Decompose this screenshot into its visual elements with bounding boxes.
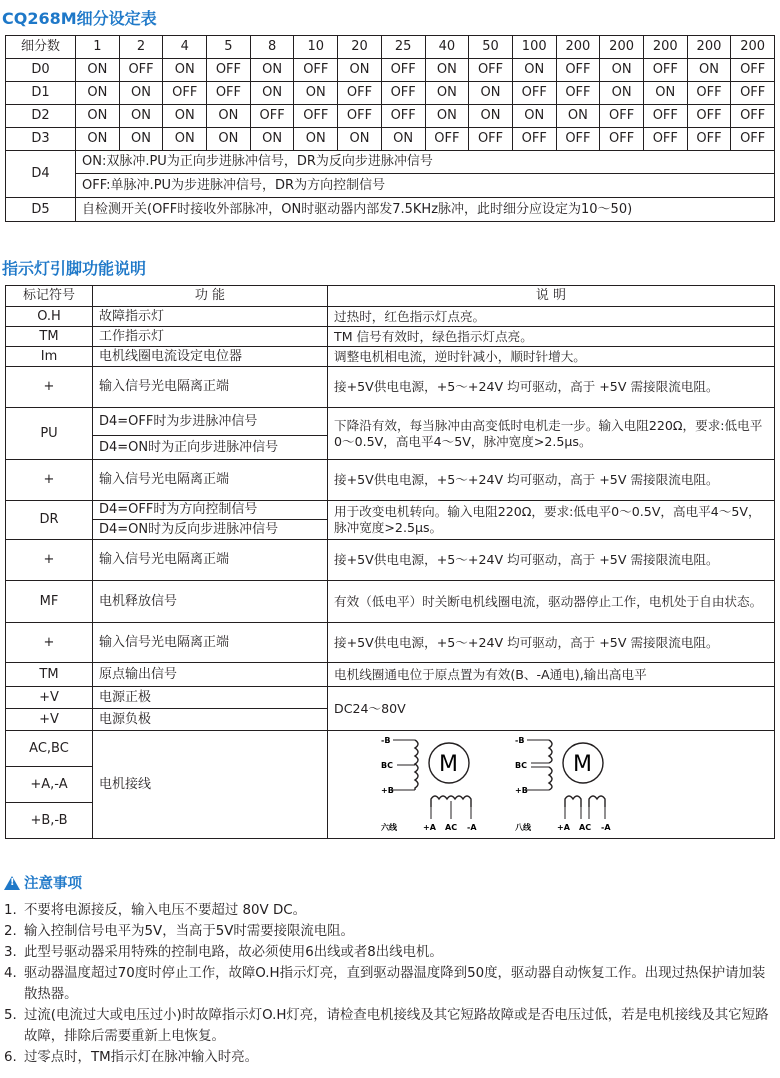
- list-item: [4, 900, 776, 921]
- switch-cell: ON: [76, 82, 120, 105]
- note-text: 输入控制信号电平为5V，当高于5V时需要接限流电阻。: [24, 924, 354, 939]
- row-symbol: DR: [6, 501, 93, 540]
- section-title-pins: 指示灯引脚功能说明: [2, 259, 147, 278]
- table-row: [6, 198, 775, 222]
- switch-cell: OFF: [556, 82, 600, 105]
- switch-cell: OFF: [512, 128, 556, 151]
- switch-cell: OFF: [294, 105, 338, 128]
- row-function: 输入信号光电隔离正端: [93, 540, 328, 581]
- switch-cell: ON: [338, 59, 382, 82]
- row-symbol: MF: [6, 581, 93, 623]
- note-number: 2.: [4, 924, 17, 939]
- table-row: [6, 460, 775, 501]
- table-row: [6, 347, 775, 367]
- row-description: 接+5V供电电源，+5～+24V 均可驱动，高于 +5V 需接限流电阻。: [328, 540, 775, 581]
- switch-cell: OFF: [643, 59, 687, 82]
- header-subdivision-value: 50: [469, 36, 513, 59]
- a-minus-label: -A: [467, 822, 477, 832]
- switch-cell: OFF: [469, 128, 513, 151]
- switch-cell: ON: [381, 128, 425, 151]
- switch-cell: ON: [76, 128, 120, 151]
- switch-cell: ON: [76, 59, 120, 82]
- header-subdivision-value: 10: [294, 36, 338, 59]
- header-subdivision-value: 5: [207, 36, 251, 59]
- switch-cell: ON: [425, 59, 469, 82]
- note-number: 6.: [4, 1050, 17, 1065]
- six-wire-diagram: [381, 736, 477, 832]
- switch-cell: ON: [294, 128, 338, 151]
- row-function: 电源负极: [93, 709, 328, 731]
- ac-label: AC: [579, 822, 592, 832]
- eight-wire-caption: 八线: [515, 822, 531, 832]
- switch-cell: OFF: [600, 105, 644, 128]
- switch-cell: ON: [643, 82, 687, 105]
- switch-cell: ON: [163, 105, 207, 128]
- table-row: [6, 307, 775, 327]
- switch-cell: OFF: [381, 82, 425, 105]
- switch-cell: OFF: [294, 59, 338, 82]
- row-symbol: +: [6, 623, 93, 663]
- row-symbol: +: [6, 367, 93, 408]
- row-symbol: PU: [6, 408, 93, 460]
- row-label: D5: [6, 198, 76, 222]
- switch-cell: OFF: [556, 59, 600, 82]
- note-number: 1.: [4, 903, 17, 918]
- switch-cell: OFF: [119, 59, 163, 82]
- switch-cell: ON: [163, 128, 207, 151]
- header-subdivision-value: 1: [76, 36, 120, 59]
- switch-cell: ON: [163, 59, 207, 82]
- row-function: D4=ON时为正向步进脉冲信号: [93, 436, 328, 460]
- row-label: D3: [6, 128, 76, 151]
- row-function: D4=OFF时为方向控制信号: [93, 501, 328, 520]
- switch-cell: OFF: [338, 105, 382, 128]
- row-symbol: O.H: [6, 307, 93, 327]
- switch-cell: OFF: [600, 128, 644, 151]
- pin-function-table: [5, 285, 775, 839]
- row-function: D4=ON时为反向步进脉冲信号: [93, 520, 328, 540]
- header-description: 说 明: [328, 286, 775, 307]
- row-description: 过热时，红色指示灯点亮。: [328, 307, 775, 327]
- row-symbol: TM: [6, 663, 93, 687]
- power-description: DC24～80V: [328, 687, 775, 731]
- switch-cell: ON: [294, 82, 338, 105]
- list-item: [4, 1047, 776, 1068]
- row-symbol: +A,-A: [6, 767, 93, 803]
- switch-cell: ON: [687, 59, 731, 82]
- header-subdivision-value: 40: [425, 36, 469, 59]
- eight-wire-diagram: [515, 736, 611, 832]
- header-subdivision-value: 2: [119, 36, 163, 59]
- bc-label: BC: [515, 760, 527, 770]
- header-subdivision-value: 200: [731, 36, 775, 59]
- wiring-svg: [381, 733, 721, 837]
- switch-cell: ON: [119, 128, 163, 151]
- table-row: [6, 105, 775, 128]
- switch-cell: OFF: [556, 128, 600, 151]
- switch-cell: ON: [207, 105, 251, 128]
- table-row: [6, 151, 775, 174]
- switch-cell: OFF: [731, 105, 775, 128]
- switch-cell: OFF: [687, 82, 731, 105]
- row-label: D2: [6, 105, 76, 128]
- a-plus-label: +A: [423, 822, 436, 832]
- switch-cell: OFF: [381, 59, 425, 82]
- switch-cell: OFF: [512, 82, 556, 105]
- note-text: 此型号驱动器采用特殊的控制电路，故必须使用6出线或者8出线电机。: [24, 945, 443, 960]
- switch-cell: ON: [600, 59, 644, 82]
- row-function: 电机接线: [93, 731, 328, 839]
- row-symbol: AC,BC: [6, 731, 93, 767]
- table-header-row: [6, 286, 775, 307]
- row-label: D1: [6, 82, 76, 105]
- a-minus-label: -A: [601, 822, 611, 832]
- switch-cell: OFF: [207, 82, 251, 105]
- table-row: [6, 174, 775, 198]
- switch-cell: OFF: [643, 128, 687, 151]
- bc-label: BC: [381, 760, 393, 770]
- row-description: 电机线圈通电位于原点置为有效(B、-A通电),输出高电平: [328, 663, 775, 687]
- d5-note: 自检测开关(OFF时接收外部脉冲，ON时驱动器内部发7.5KHz脉冲，此时细分应设定为10～50): [76, 198, 775, 222]
- switch-cell: OFF: [687, 105, 731, 128]
- switch-cell: ON: [425, 105, 469, 128]
- row-description: 接+5V供电电源，+5～+24V 均可驱动，高于 +5V 需接限流电阻。: [328, 460, 775, 501]
- switch-cell: ON: [556, 105, 600, 128]
- switch-cell: ON: [338, 128, 382, 151]
- switch-cell: ON: [207, 128, 251, 151]
- list-item: [4, 963, 776, 1005]
- switch-cell: ON: [250, 128, 294, 151]
- table-header-row: [6, 36, 775, 59]
- header-subdivision-value: 200: [600, 36, 644, 59]
- row-function: 电机释放信号: [93, 581, 328, 623]
- section-title-subdivision: CQ268M细分设定表: [2, 9, 157, 28]
- table-row: [6, 59, 775, 82]
- header-subdivision-value: 100: [512, 36, 556, 59]
- b-plus-label: +B: [381, 785, 394, 795]
- table-row: [6, 663, 775, 687]
- table-row: [6, 327, 775, 347]
- switch-cell: OFF: [381, 105, 425, 128]
- row-function: 原点输出信号: [93, 663, 328, 687]
- motor-label: M: [573, 751, 592, 777]
- row-function: 输入信号光电隔离正端: [93, 623, 328, 663]
- subdivision-table: [5, 35, 775, 222]
- notes-title-text: 注意事项: [24, 876, 82, 892]
- header-function: 功 能: [93, 286, 328, 307]
- notes-title: [4, 872, 82, 893]
- header-subdivision-value: 200: [643, 36, 687, 59]
- table-row: [6, 623, 775, 663]
- switch-cell: ON: [250, 82, 294, 105]
- switch-cell: ON: [469, 105, 513, 128]
- row-function: 工作指示灯: [93, 327, 328, 347]
- switch-cell: OFF: [338, 82, 382, 105]
- switch-cell: OFF: [731, 128, 775, 151]
- b-minus-label: -B: [381, 735, 391, 745]
- b-plus-label: +B: [515, 785, 528, 795]
- switch-cell: OFF: [207, 59, 251, 82]
- switch-cell: OFF: [425, 128, 469, 151]
- row-description: TM 信号有效时，绿色指示灯点亮。: [328, 327, 775, 347]
- table-row: [6, 501, 775, 520]
- switch-cell: OFF: [687, 128, 731, 151]
- table-row: [6, 687, 775, 709]
- row-symbol: +V: [6, 687, 93, 709]
- six-wire-caption: 六线: [381, 822, 397, 832]
- d4-on-note: ON:双脉冲.PU为正向步进脉冲信号，DR为反向步进脉冲信号: [76, 151, 775, 174]
- switch-cell: ON: [119, 82, 163, 105]
- switch-cell: ON: [76, 105, 120, 128]
- ac-label: AC: [445, 822, 458, 832]
- switch-cell: OFF: [250, 105, 294, 128]
- note-number: 4.: [4, 966, 17, 981]
- switch-cell: ON: [250, 59, 294, 82]
- header-subdivision-value: 20: [338, 36, 382, 59]
- switch-cell: ON: [600, 82, 644, 105]
- warning-icon: [4, 876, 20, 890]
- row-description: 接+5V供电电源，+5～+24V 均可驱动，高于 +5V 需接限流电阻。: [328, 367, 775, 408]
- switch-cell: OFF: [163, 82, 207, 105]
- list-item: [4, 921, 776, 942]
- switch-cell: OFF: [731, 59, 775, 82]
- row-description: 接+5V供电电源，+5～+24V 均可驱动，高于 +5V 需接限流电阻。: [328, 623, 775, 663]
- row-symbol: TM: [6, 327, 93, 347]
- row-function: 输入信号光电隔离正端: [93, 460, 328, 501]
- motor-wiring-diagram: [328, 731, 775, 839]
- header-subdivision-value: 200: [556, 36, 600, 59]
- header-subdivision-value: 8: [250, 36, 294, 59]
- list-item: [4, 942, 776, 963]
- header-subdivision-value: 4: [163, 36, 207, 59]
- table-row: [6, 581, 775, 623]
- switch-cell: ON: [469, 82, 513, 105]
- table-row: [6, 128, 775, 151]
- note-text: 过流(电流过大或电压过小)时故障指示灯O.H灯亮，请检查电机接线及其它短路故障或是否电压过低，若是电机接线及其它短路故障，排除后需要重新上电恢复。: [24, 1008, 769, 1044]
- note-number: 3.: [4, 945, 17, 960]
- d4-off-note: OFF:单脉冲.PU为步进脉冲信号，DR为方向控制信号: [76, 174, 775, 198]
- note-number: 5.: [4, 1008, 17, 1023]
- table-row: [6, 540, 775, 581]
- switch-cell: ON: [119, 105, 163, 128]
- row-description: 调整电机相电流，逆时针减小，顺时针增大。: [328, 347, 775, 367]
- header-symbol: 标记符号: [6, 286, 93, 307]
- row-description: 有效（低电平）时关断电机线圈电流，驱动器停止工作，电机处于自由状态。: [328, 581, 775, 623]
- motor-label: M: [439, 751, 458, 777]
- switch-cell: ON: [425, 82, 469, 105]
- a-plus-label: +A: [557, 822, 570, 832]
- row-label: D0: [6, 59, 76, 82]
- row-symbol: +V: [6, 709, 93, 731]
- row-label: D4: [6, 151, 76, 198]
- note-text: 驱动器温度超过70度时停止工作，故障O.H指示灯亮，直到驱动器温度降到50度，驱动器自动恢复工作。出现过热保护请加装散热器。: [24, 966, 766, 1002]
- note-text: 过零点时，TM指示灯在脉冲输入时亮。: [24, 1050, 258, 1065]
- switch-cell: ON: [512, 105, 556, 128]
- row-symbol: Im: [6, 347, 93, 367]
- table-row: [6, 82, 775, 105]
- note-text: 不要将电源接反，输入电压不要超过 80V DC。: [24, 903, 307, 918]
- row-function: 电机线圈电流设定电位器: [93, 347, 328, 367]
- row-symbol: +: [6, 460, 93, 501]
- table-row: [6, 731, 775, 767]
- table-row: [6, 408, 775, 436]
- row-symbol: +B,-B: [6, 803, 93, 839]
- row-function: D4=OFF时为步进脉冲信号: [93, 408, 328, 436]
- row-function: 电源正极: [93, 687, 328, 709]
- row-symbol: +: [6, 540, 93, 581]
- switch-cell: ON: [512, 59, 556, 82]
- header-subdivision-label: 细分数: [6, 36, 76, 59]
- b-minus-label: -B: [515, 735, 525, 745]
- list-item: [4, 1005, 776, 1047]
- header-subdivision-value: 25: [381, 36, 425, 59]
- switch-cell: OFF: [643, 105, 687, 128]
- notes-list: [4, 900, 776, 1068]
- table-row: [6, 367, 775, 408]
- row-function: 故障指示灯: [93, 307, 328, 327]
- switch-cell: OFF: [469, 59, 513, 82]
- row-description: 下降沿有效，每当脉冲由高变低时电机走一步。输入电阻220Ω，要求:低电平0～0.5V，高电平4～5V，脉冲宽度>2.5μs。: [328, 408, 775, 460]
- row-description: 用于改变电机转向。输入电阻220Ω，要求:低电平0～0.5V，高电平4～5V，脉冲宽度>2.5μs。: [328, 501, 775, 540]
- switch-cell: OFF: [731, 82, 775, 105]
- header-subdivision-value: 200: [687, 36, 731, 59]
- row-function: 输入信号光电隔离正端: [93, 367, 328, 408]
